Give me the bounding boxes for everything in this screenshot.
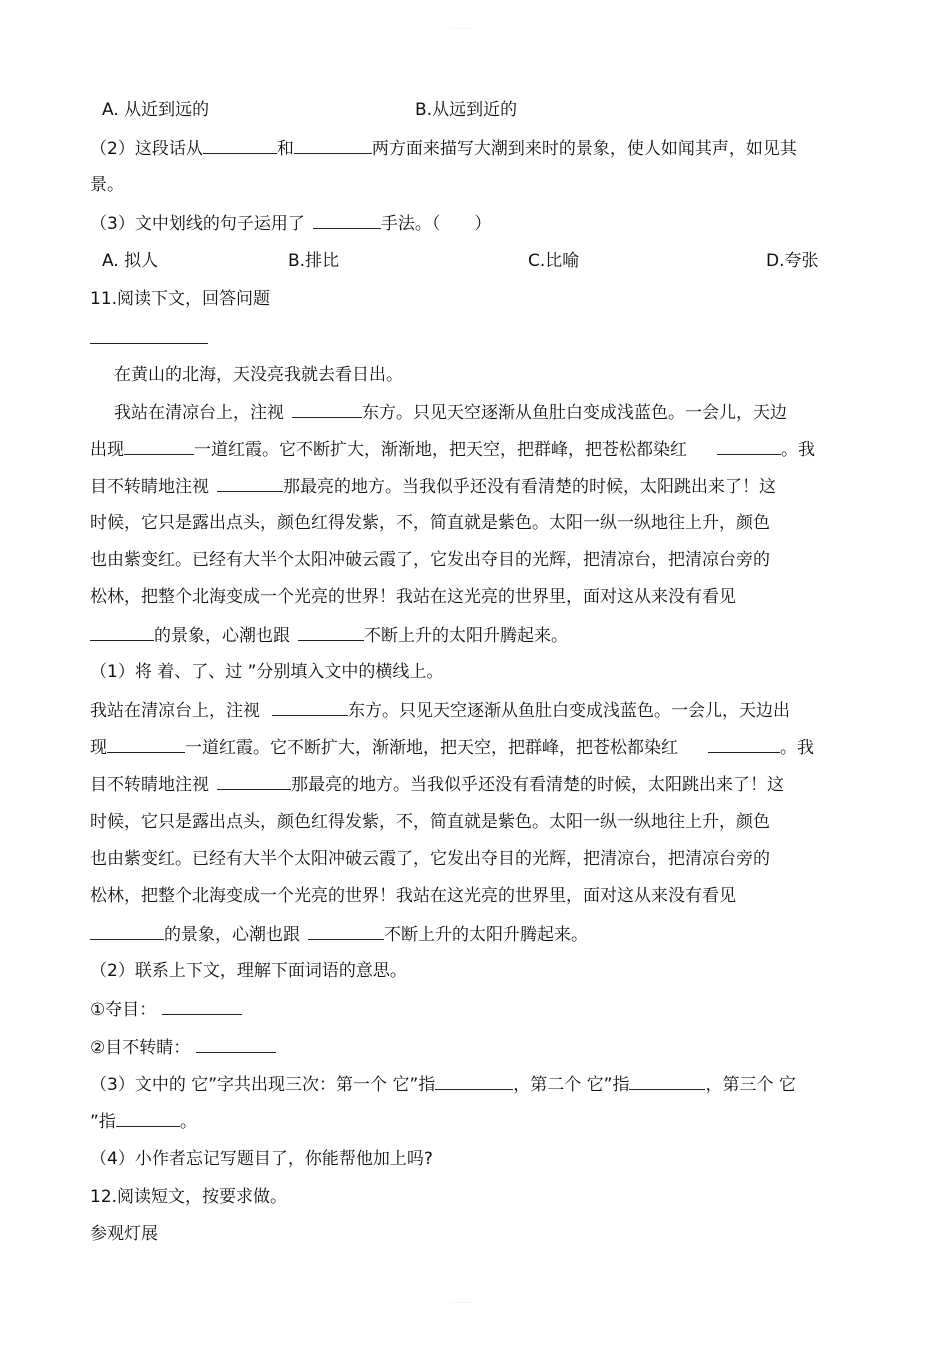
passage-line-3 (90, 438, 815, 461)
answer-blank[interactable] (313, 212, 381, 229)
answer-blank[interactable] (90, 923, 164, 940)
q11-sub4: （4）小作者忘记写题目了，你能帮他加上吗? (90, 1149, 433, 1169)
answer-blank[interactable] (272, 699, 348, 716)
answer-blank[interactable] (196, 1036, 276, 1053)
passage-text: 那最亮的地方。当我似乎还没有看清楚的时候，太阳跳出来了！这 (283, 477, 776, 497)
sub3-text: ”指 (90, 1112, 116, 1132)
passage-line-4 (90, 475, 776, 498)
q10-sub3-suffix: 手法。（ ） (380, 214, 492, 234)
answer-blank[interactable] (717, 438, 781, 455)
sub3-text: 它”指 (392, 1075, 436, 1095)
answer-blank[interactable] (298, 624, 364, 641)
passage-line-1: 在黄山的北海，天没亮我就去看日出。 (114, 365, 403, 385)
q10-sub2-cont: 景。 (90, 175, 124, 195)
passage-text: 我站在清凉台上，注视 (90, 701, 260, 721)
sub3-text: ，第二个 (513, 1075, 587, 1095)
q11-sub3-cont (90, 1110, 197, 1133)
passage-text: 那最亮的地方。当我似乎还没有看清楚的时候，太阳跳出来了！这 (291, 775, 784, 795)
passage-text: 一道红霞。它不断扩大，渐渐地，把天空，把群峰，把苍松都染红 (194, 440, 687, 460)
passage-text: 。我 (780, 738, 814, 758)
sub3-text: ，第三个 (705, 1075, 779, 1095)
answer-blank[interactable] (90, 624, 154, 641)
passage-text: 目不转睛地注视 (90, 477, 209, 497)
repeat-line-1 (90, 699, 790, 722)
word-mubuzhuanjing (90, 1036, 276, 1059)
passage-text: 不断上升的太阳升腾起来。 (384, 925, 588, 945)
passage-text: 东方。只见天空逐渐从鱼肚白变成浅蓝色。一会儿，天边出 (348, 701, 790, 721)
word-label: ①夺目： (90, 1000, 157, 1020)
q10-sub2-mid: 和 (276, 139, 294, 159)
passage-line-6: 也由紫变红。已经有大半个太阳冲破云霞了，它发出夺目的光辉，把清凉台，把清凉台旁的 (90, 550, 770, 570)
passage-text: 的景象，心潮也跟 (164, 925, 300, 945)
answer-blank[interactable] (435, 1073, 513, 1090)
q10-sub2-prefix: （2）这段话从 (90, 139, 203, 159)
q10-sub3-prefix: （3）文中划线的句子运用了 (90, 214, 305, 234)
passage-text: 目不转睛地注视 (90, 775, 209, 795)
q12-title: 参观灯展 (90, 1224, 158, 1244)
repeat-line-3 (90, 773, 784, 796)
q10-sub3 (90, 212, 491, 235)
passage-line-2 (114, 401, 787, 424)
option-b: B.排比 (288, 251, 340, 271)
answer-blank[interactable] (116, 1110, 180, 1127)
answer-blank[interactable] (203, 137, 277, 154)
q10-sub2-suffix: 两方面来描写大潮到来时的景象，使人如闻其声，如见其 (371, 139, 797, 159)
sub3-text: 它”指 (586, 1075, 630, 1095)
passage-text: 东方。只见天空逐渐从鱼肚白变成浅蓝色。一会儿，天边 (362, 403, 787, 423)
repeat-line-5: 也由紫变红。已经有大半个太阳冲破云霞了，它发出夺目的光辉，把清凉台，把清凉台旁的 (90, 849, 770, 869)
passage-line-7: 松林，把整个北海变成一个光亮的世界！我站在这光亮的世界里，面对这从来没有看见 (90, 587, 736, 607)
option-d: D.夸张 (766, 251, 819, 271)
answer-blank[interactable] (107, 736, 185, 753)
page-footer-mark: ········· (450, 1300, 477, 1307)
sub3-text: 它”字共出现三次：第一个 (191, 1075, 393, 1095)
q11-sub2: （2）联系上下文，理解下面词语的意思。 (90, 961, 407, 981)
passage-text: 一道红霞。它不断扩大，渐渐地，把天空，把群峰，把苍松都染红 (185, 738, 678, 758)
word-label: ②目不转睛： (90, 1038, 191, 1058)
option-c: C.比喻 (528, 251, 580, 271)
passage-text: 现 (90, 738, 107, 758)
q11-sub3 (90, 1073, 796, 1096)
title-blank-line[interactable] (90, 343, 208, 344)
word-duomu (90, 998, 242, 1021)
repeat-line-7 (90, 923, 588, 946)
answer-blank[interactable] (217, 475, 283, 492)
answer-blank[interactable] (308, 923, 384, 940)
q11-sub1: （1）将 着、了、过 ”分别填入文中的横线上。 (90, 662, 444, 682)
answer-blank[interactable] (629, 1073, 705, 1090)
answer-blank[interactable] (294, 137, 372, 154)
answer-blank[interactable] (124, 438, 194, 455)
answer-blank[interactable] (162, 998, 242, 1015)
option-b-far-to-near: B.从远到近的 (415, 100, 518, 120)
page-header-mark: ········· (450, 26, 477, 33)
sub3-text: 它 (778, 1075, 796, 1095)
option-a: A. 拟人 (102, 251, 159, 271)
sub3-text: 。 (179, 1112, 197, 1132)
answer-blank[interactable] (217, 773, 291, 790)
repeat-line-6: 松林，把整个北海变成一个光亮的世界！我站在这光亮的世界里，面对这从来没有看见 (90, 886, 736, 906)
q10-sub2 (90, 137, 797, 160)
passage-text: 不断上升的太阳升腾起来。 (364, 626, 568, 646)
passage-line-5: 时候，它只是露出点头，颜色红得发紫，不，简直就是紫色。太阳一纵一纵地往上升，颜色 (90, 513, 770, 533)
q12-heading: 12.阅读短文，按要求做。 (90, 1187, 288, 1207)
passage-line-8 (90, 624, 568, 647)
option-a-near-to-far: A. 从近到远的 (102, 100, 210, 120)
passage-text: 出现 (90, 440, 124, 460)
repeat-line-2 (90, 736, 814, 759)
answer-blank[interactable] (708, 736, 780, 753)
answer-blank[interactable] (292, 401, 362, 418)
passage-text: 。我 (781, 440, 815, 460)
sub3-text: （3）文中的 (90, 1075, 192, 1095)
repeat-line-4: 时候，它只是露出点头，颜色红得发紫，不，简直就是紫色。太阳一纵一纵地往上升，颜色 (90, 812, 770, 832)
passage-text: 的景象，心潮也跟 (154, 626, 290, 646)
q11-heading: 11.阅读下文，回答问题 (90, 289, 271, 309)
passage-text: 我站在清凉台上，注视 (114, 403, 284, 423)
